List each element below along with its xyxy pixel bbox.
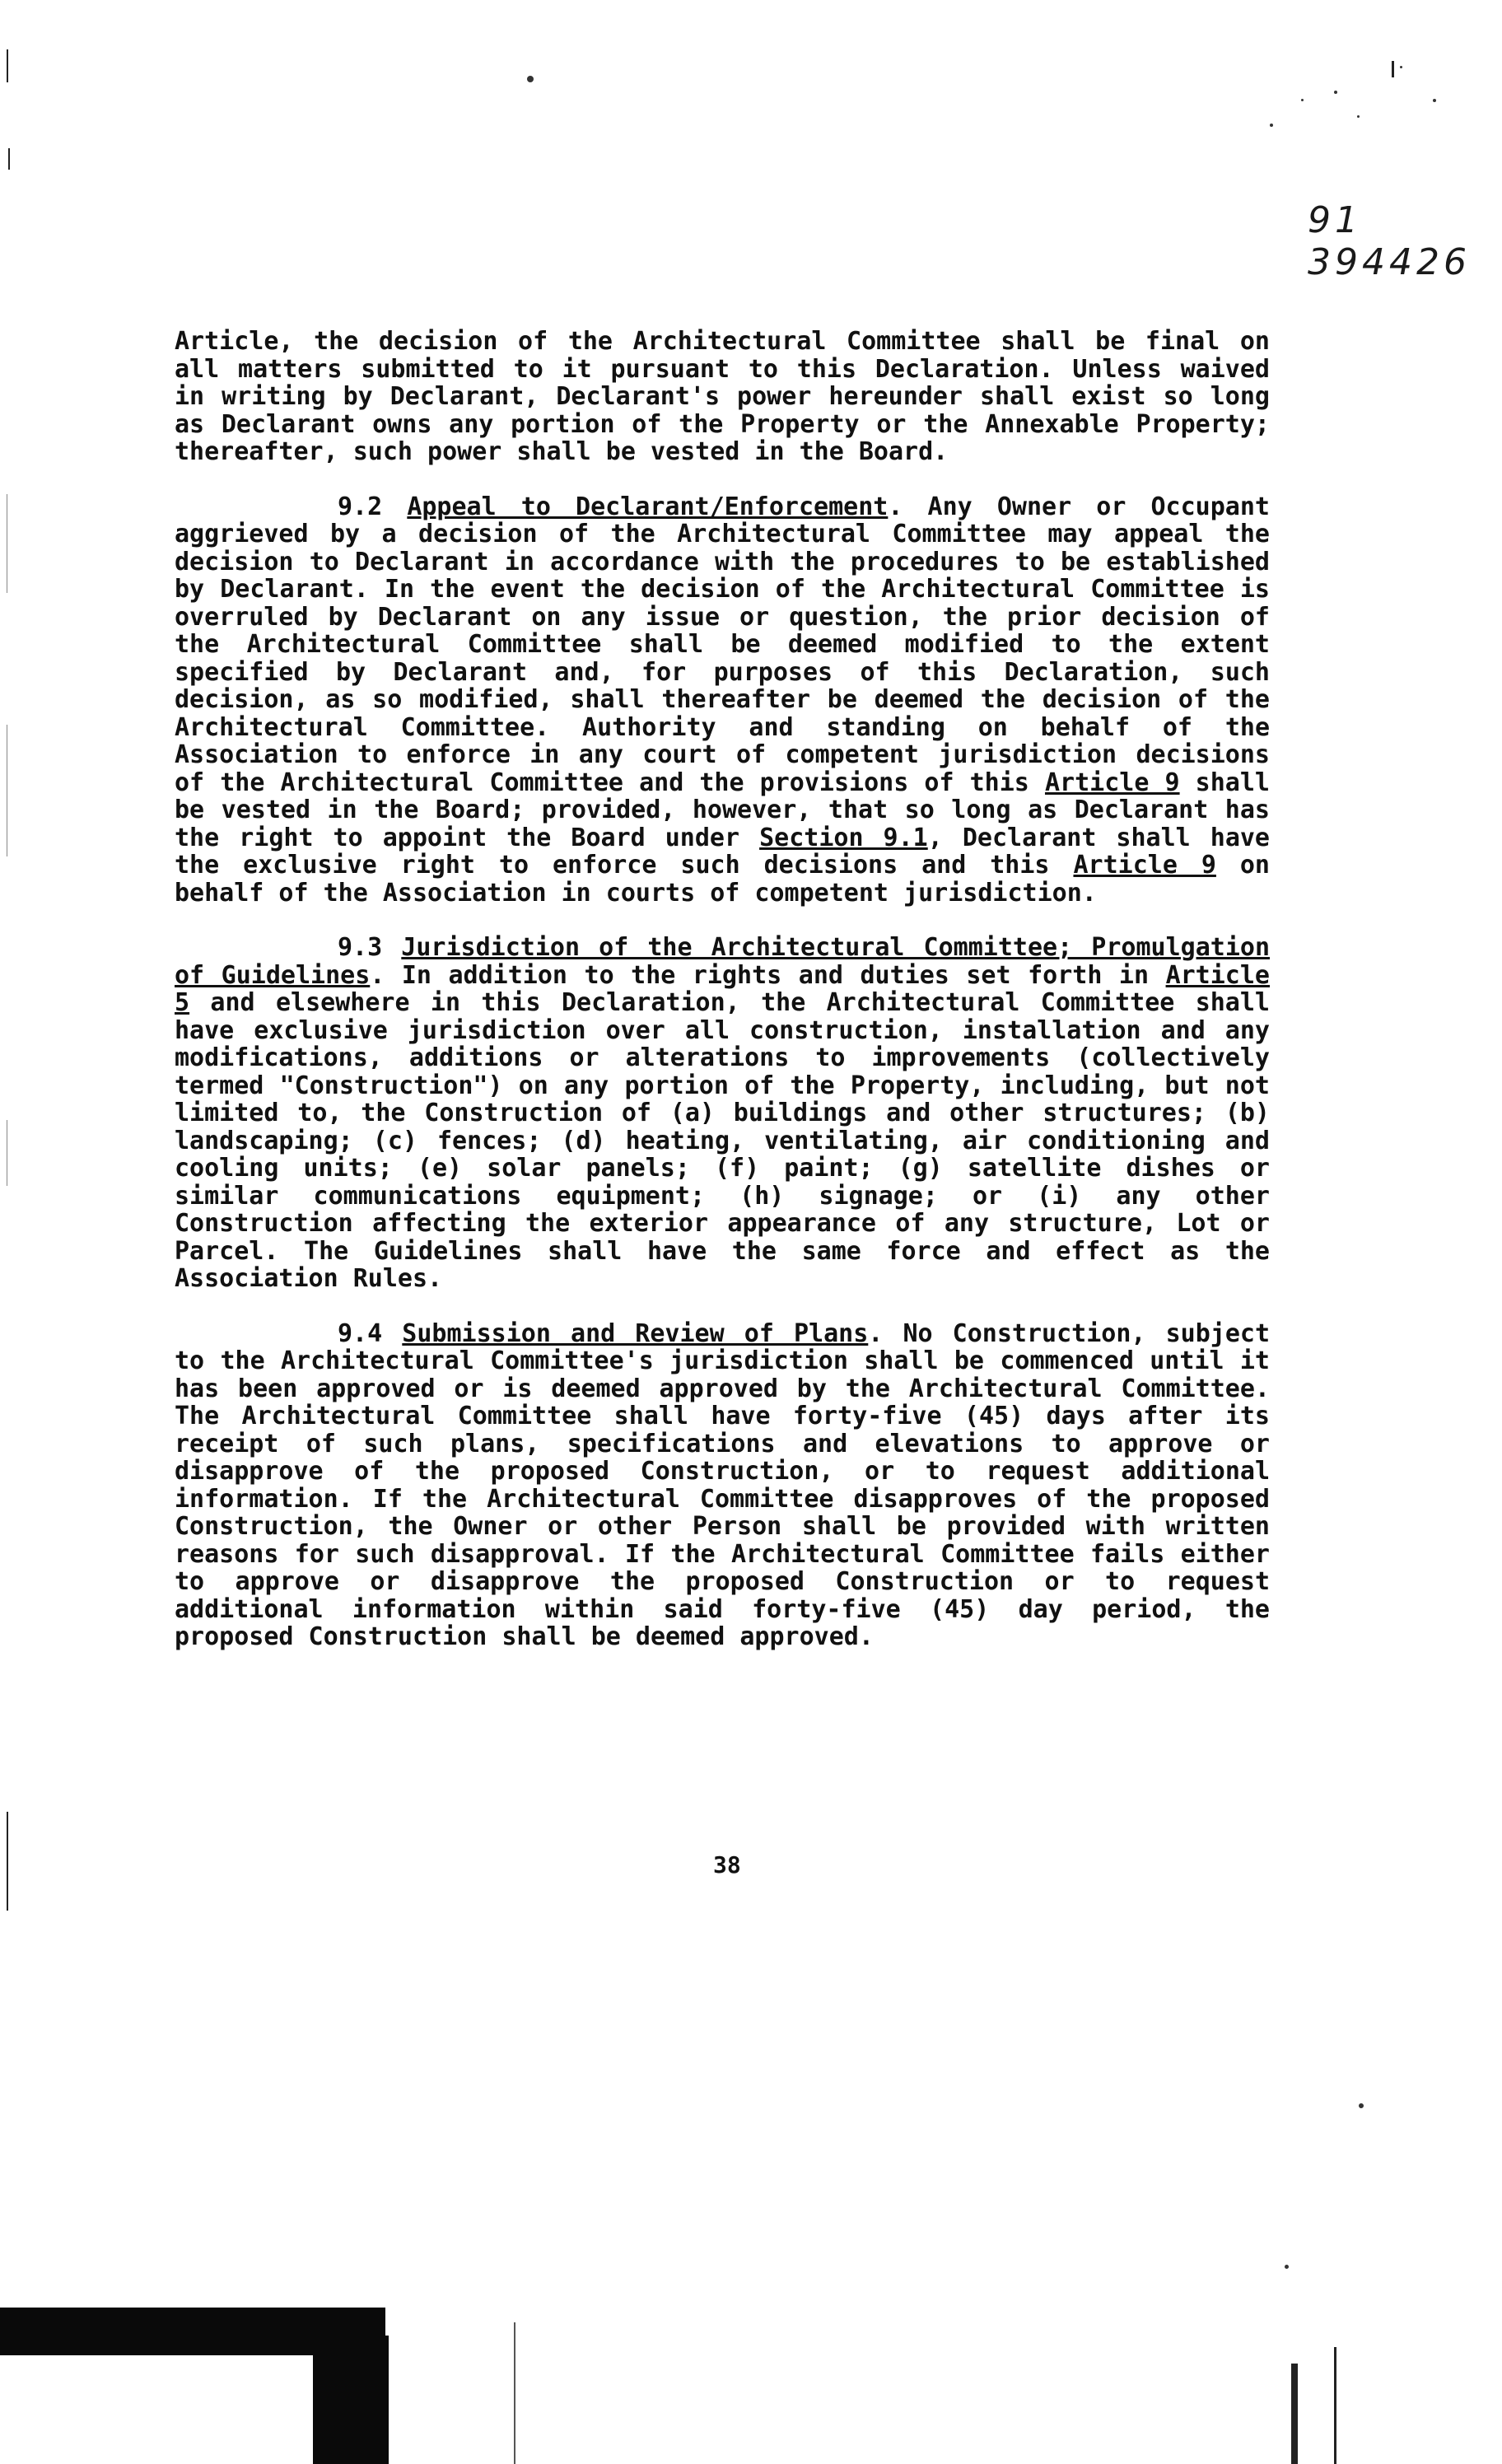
article-5-ref: Article 5 xyxy=(175,960,1270,1017)
section-9-4: 9.4 Submission and Review of Plans. No Construction, subject to the Architectural Committee's jurisdiction shall be commenced until it has been approved or is deemed approved by the Architectural Committee. The Architectural Committee shall have forty-five (45) days after its receipt of such plans, specifications and elevations to approve or disapprove of the proposed Construction, or to request additional information. If the Architectural Committee disapproves of the proposed Construction, the Owner or other Person shall be provided with written reasons for such disapproval. If the Architectural Committee fails either to approve or disapprove the proposed Construction or to request additional information within said forty-five (45) day period, the proposed Construction shall be deemed approved. xyxy=(175,1318,1271,1651)
section-9-3: 9.3 Jurisdiction of the Architectural Committee; Promulgation of Guidelines. In addition to the rights and duties set forth in Article 5 and elsewhere in this Declaration, the Architectural Committee shall have exclusive jurisdiction over all construction, installation and any modifications, additions or alterations to improvements (collectively termed "Construction") on any portion of the Property, including, but not limited to, the Construction of (a) buildings and other structures; (b) landscaping; (c) fences; (d) heating, ventilating, air conditioning and cooling units; (e) solar panels; (f) paint; (g) satellite dishes or similar communications equipment; (h) signage; or (i) any other Construction affecting the exterior appearance of any structure, Lot or Parcel. The Guidelines shall have the same force and effect as the Association Rules. xyxy=(175,933,1270,1293)
scan-speck xyxy=(527,76,534,82)
scan-speck xyxy=(1357,115,1360,118)
scan-speck xyxy=(1433,99,1436,102)
scan-edge-mark xyxy=(7,1812,8,1911)
section-9-3-heading: Jurisdiction of the Architectural Committee; Promulgation of Guidelines xyxy=(175,933,1270,990)
scan-speck xyxy=(1400,66,1402,68)
article-9-ref: Article 9 xyxy=(1044,768,1180,797)
scan-edge-mark xyxy=(1334,2347,1336,2464)
document-body xyxy=(175,328,1270,1678)
scan-speck xyxy=(1285,2265,1289,2269)
scan-edge-mark xyxy=(7,49,8,82)
page-number: 38 xyxy=(713,1851,741,1878)
section-9-1-ref: Section 9.1 xyxy=(759,823,928,852)
scan-edge-mark xyxy=(514,2322,515,2464)
section-9-2-heading: Appeal to Declarant/Enforcement xyxy=(407,492,889,521)
scan-speck xyxy=(1334,91,1337,94)
recording-number-stamp: 91 394426 xyxy=(1308,199,1471,283)
section-9-3-number: 9.3 xyxy=(338,933,383,962)
scan-speck xyxy=(1270,124,1273,127)
article-9-ref-2: Article 9 xyxy=(1073,851,1216,880)
scan-speck xyxy=(1301,99,1304,101)
scan-border-block xyxy=(313,2336,389,2464)
section-9-4-heading: Submission and Review of Plans xyxy=(402,1318,869,1348)
scan-edge-mark xyxy=(1392,61,1394,77)
scan-edge-mark xyxy=(8,148,10,170)
scan-edge-mark xyxy=(1291,2364,1298,2464)
section-9-2-number: 9.2 xyxy=(338,492,383,521)
section-9-2: 9.2 Appeal to Declarant/Enforcement. Any Owner or Occupant aggrieved by a decision of the Architectural Committee may appeal the decision to Declarant in accordance with the procedures to be established by Declarant. In the event the decision of the Architectural Committee is overruled by Declarant on any issue or question, the prior decision of the Architectural Committee shall be deemed modified to the extent specified by Declarant and, for purposes of this Declaration, such decision, as so modified, shall thereafter be deemed the decision of the Architectural Committee. Authority and standing on behalf of the Association to enforce in any court of competent jurisdiction decisions of the Architectural Committee and the provisions of this Article 9 shall be vested in the Board; provided, however, that so long as Declarant has the right to appoint the Board under Section 9.1, Declarant shall have the exclusive right to enforce such decisions and this Article 9 on behalf of the Association in courts of competent jurisdiction. xyxy=(175,492,1270,908)
scan-speck xyxy=(1359,2103,1364,2108)
opening-paragraph: Article, the decision of the Architectural Committee shall be final on all matters submitted to it pursuant to this Declaration. Unless waived in writing by Declarant, Declarant's power hereunder shall exist so long as Declarant owns any portion of the Property or the Annexable Property; thereafter, such power shall be vested in the Board. xyxy=(175,327,1270,466)
section-9-4-number: 9.4 xyxy=(338,1318,383,1348)
